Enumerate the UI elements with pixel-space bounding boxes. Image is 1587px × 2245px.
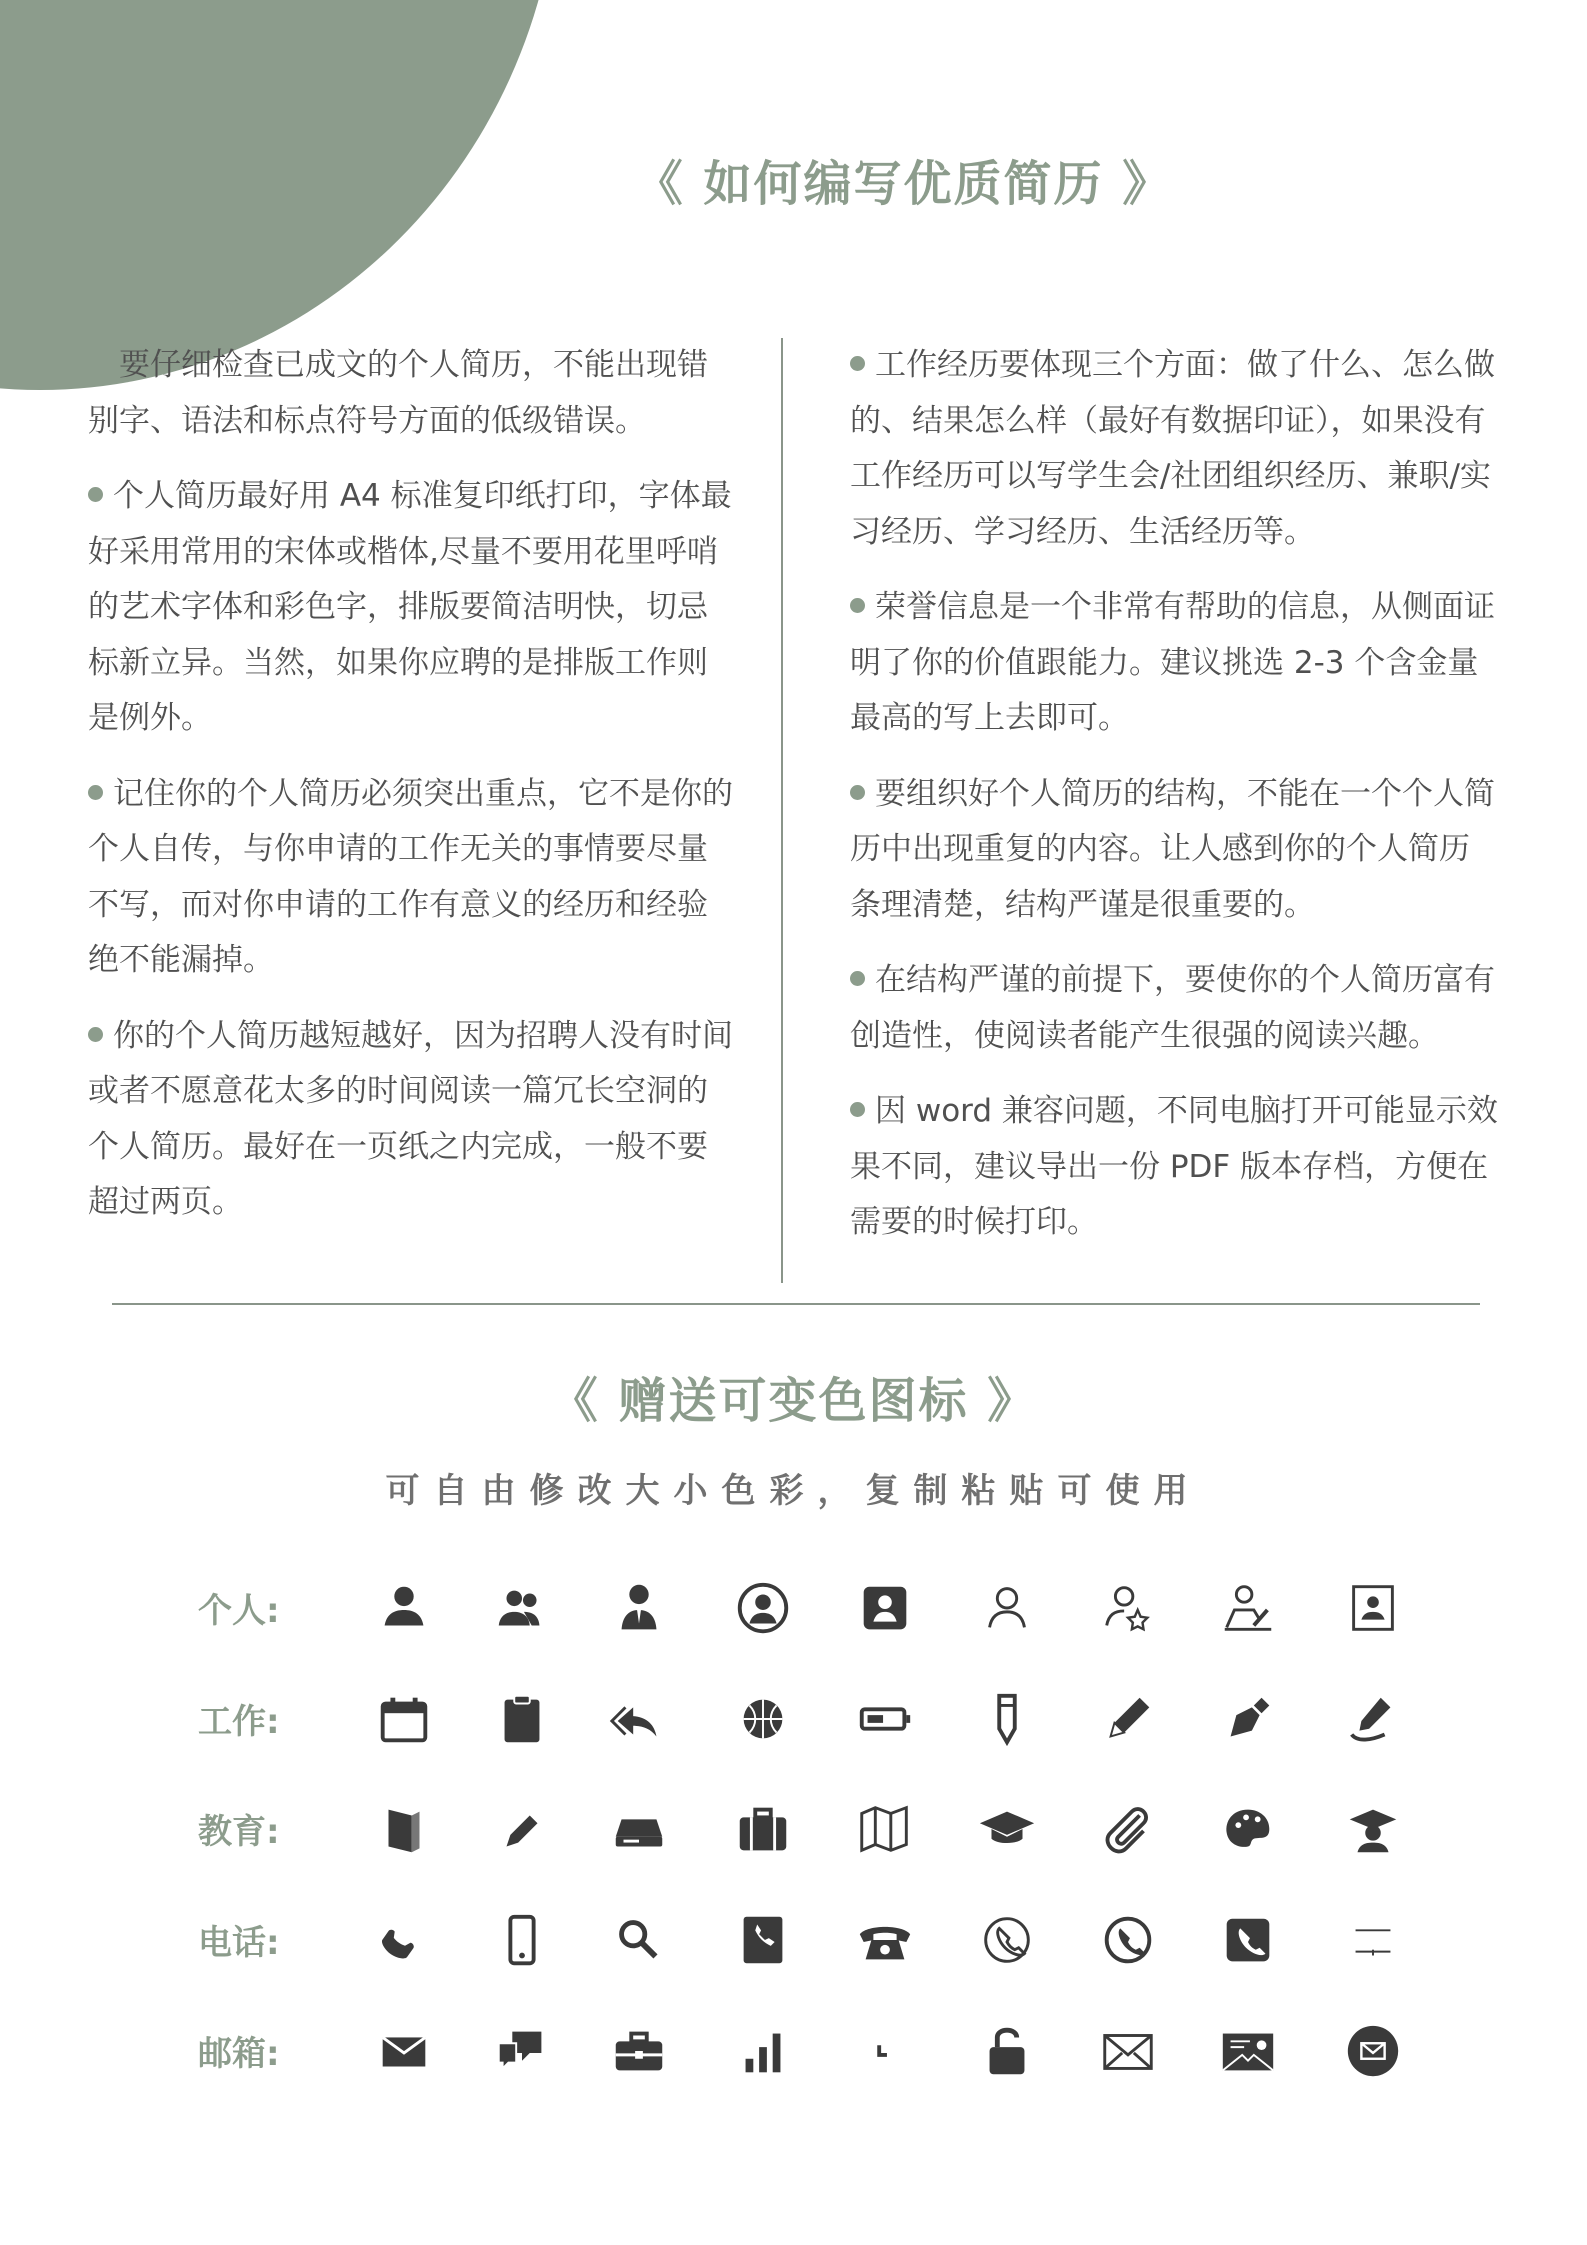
user-star-icon (1097, 1577, 1159, 1639)
section-title-icons: 《 赠送可变色图标 》 (549, 1373, 1038, 1429)
minus-lines-icon (1342, 1909, 1404, 1971)
icon-row-label: 工作: (198, 1702, 280, 1742)
envelope-icon (373, 2020, 435, 2082)
battery-icon (854, 1688, 916, 1750)
phone-circle-icon (1097, 1909, 1159, 1971)
paperclip-icon (1097, 1798, 1159, 1860)
user-square-icon (854, 1577, 916, 1639)
tip-paragraph (850, 338, 1500, 560)
bullet-dot-icon (850, 598, 865, 613)
briefcase-icon (732, 1798, 794, 1860)
telephone-icon (854, 1909, 916, 1971)
book-icon (373, 1798, 435, 1860)
basketball-icon (732, 1688, 794, 1750)
tip-paragraph (850, 767, 1500, 934)
user-outline-icon (976, 1577, 1038, 1639)
icon-row (198, 1905, 1458, 1975)
drive-icon (608, 1798, 670, 1860)
phone-circle-outline-icon (976, 1909, 1038, 1971)
bullet-dot-icon (88, 1027, 103, 1042)
stamp-mail-icon (1217, 2020, 1279, 2082)
tip-paragraph (88, 469, 738, 747)
tip-paragraph (850, 953, 1500, 1064)
icon-row (198, 1684, 1458, 1754)
phone-square-icon (1217, 1909, 1279, 1971)
icons-subtitle: 可自由修改大小色彩，复制粘贴可使用 (385, 1471, 1202, 1511)
tip-text: 记住你的个人简历必须突出重点，它不是你的个人自传，与你申请的工作无关的事情要尽量不写，而对你申请的工作有意义的经历和经验绝不能漏掉。 (88, 775, 733, 978)
section-divider (112, 1303, 1480, 1305)
bullet-dot-icon (850, 1102, 865, 1117)
bullet-dot-icon (850, 785, 865, 800)
tip-paragraph (88, 767, 738, 989)
tips-column-right (850, 338, 1500, 1271)
reply-all-icon (608, 1688, 670, 1750)
graduation-cap-icon (976, 1798, 1038, 1860)
calendar-icon (373, 1688, 435, 1750)
tip-text: 你的个人简历越短越好，因为招聘人没有时间或者不愿意花太多的时间阅读一篇冗长空洞的个人简历。最好在一页纸之内完成，一般不要超过两页。 (88, 1017, 733, 1220)
phone-book-icon (732, 1909, 794, 1971)
chat-bubbles-icon (491, 2020, 553, 2082)
signature-icon (1342, 1688, 1404, 1750)
icon-row-label: 电话: (198, 1923, 280, 1963)
icon-row-label: 个人: (198, 1591, 280, 1631)
businessman-icon (608, 1577, 670, 1639)
graduate-icon (1342, 1798, 1404, 1860)
icon-row-label: 教育: (198, 1812, 280, 1852)
tip-paragraph (88, 1009, 738, 1231)
bullet-dot-icon (88, 487, 103, 502)
tip-text: 要组织好个人简历的结构，不能在一个个人简历中出现重复的内容。让人感到你的个人简历条理清楚，结构严谨是很重要的。 (850, 775, 1495, 923)
column-divider (781, 338, 783, 1283)
users-icon (491, 1577, 553, 1639)
bar-chart-icon (732, 2020, 794, 2082)
bullet-dot-icon (850, 356, 865, 371)
toolbox-icon (608, 2020, 670, 2082)
icon-row (198, 1794, 1458, 1864)
tip-text: 荣誉信息是一个非常有帮助的信息，从侧面证明了你的价值跟能力。建议挑选 2-3 个含金量最高的写上去即可。 (850, 589, 1495, 736)
bullet-dot-icon (850, 971, 865, 986)
mobile-icon (491, 1909, 553, 1971)
icon-row (198, 1573, 1458, 1643)
icon-row (198, 2016, 1458, 2086)
section-title-resume-tips: 《 如何编写优质简历 》 (634, 156, 1173, 212)
mail-circle-icon (1342, 2020, 1404, 2082)
tip-text: 要仔细检查已成文的个人简历，不能出现错别字、语法和标点符号方面的低级错误。 (88, 347, 708, 439)
pen-nib-icon (1217, 1688, 1279, 1750)
tip-text: 因 word 兼容问题，不同电脑打开可能显示效果不同，建议导出一份 PDF 版本存档，方便在需要的时候打印。 (850, 1093, 1498, 1240)
bullet-dot-icon (88, 785, 103, 800)
tip-paragraph (850, 580, 1500, 747)
tip-text: 工作经历要体现三个方面：做了什么、怎么做的、结果怎么样（最好有数据印证），如果没有工作经历可以写学生会/社团组织经历、兼职/实习经历、学习经历、生活经历等。 (850, 347, 1495, 550)
user-edit-icon (1217, 1577, 1279, 1639)
tips-column-left (88, 338, 738, 1251)
unlock-icon (976, 2020, 1038, 2082)
pencil-small-icon (491, 1798, 553, 1860)
user-circle-icon (732, 1577, 794, 1639)
palette-icon (1217, 1798, 1279, 1860)
tip-text: 个人简历最好用 A4 标准复印纸打印，字体最好采用常用的宋体或楷体,尽量不要用花里呼哨的艺术字体和彩色字，排版要简洁明快，切忌标新立异。当然，如果你应聘的是排版工作则是例外。 (88, 478, 732, 736)
tips-columns (88, 338, 1500, 1283)
icon-row-label: 邮箱: (198, 2034, 280, 2074)
map-icon (854, 1798, 916, 1860)
clipboard-icon (491, 1688, 553, 1750)
pencil-icon (1097, 1688, 1159, 1750)
search-icon (608, 1909, 670, 1971)
tip-paragraph (88, 338, 738, 449)
phone-handset-icon (373, 1909, 435, 1971)
clock-hand-icon (854, 2020, 916, 2082)
mail-outline-icon (1097, 2020, 1159, 2082)
tip-text: 在结构严谨的前提下，要使你的个人简历富有创造性，使阅读者能产生很强的阅读兴趣。 (850, 962, 1495, 1054)
user-icon (373, 1577, 435, 1639)
tip-paragraph (850, 1084, 1500, 1251)
contact-card-icon (1342, 1577, 1404, 1639)
pencil-tip-icon (976, 1688, 1038, 1750)
